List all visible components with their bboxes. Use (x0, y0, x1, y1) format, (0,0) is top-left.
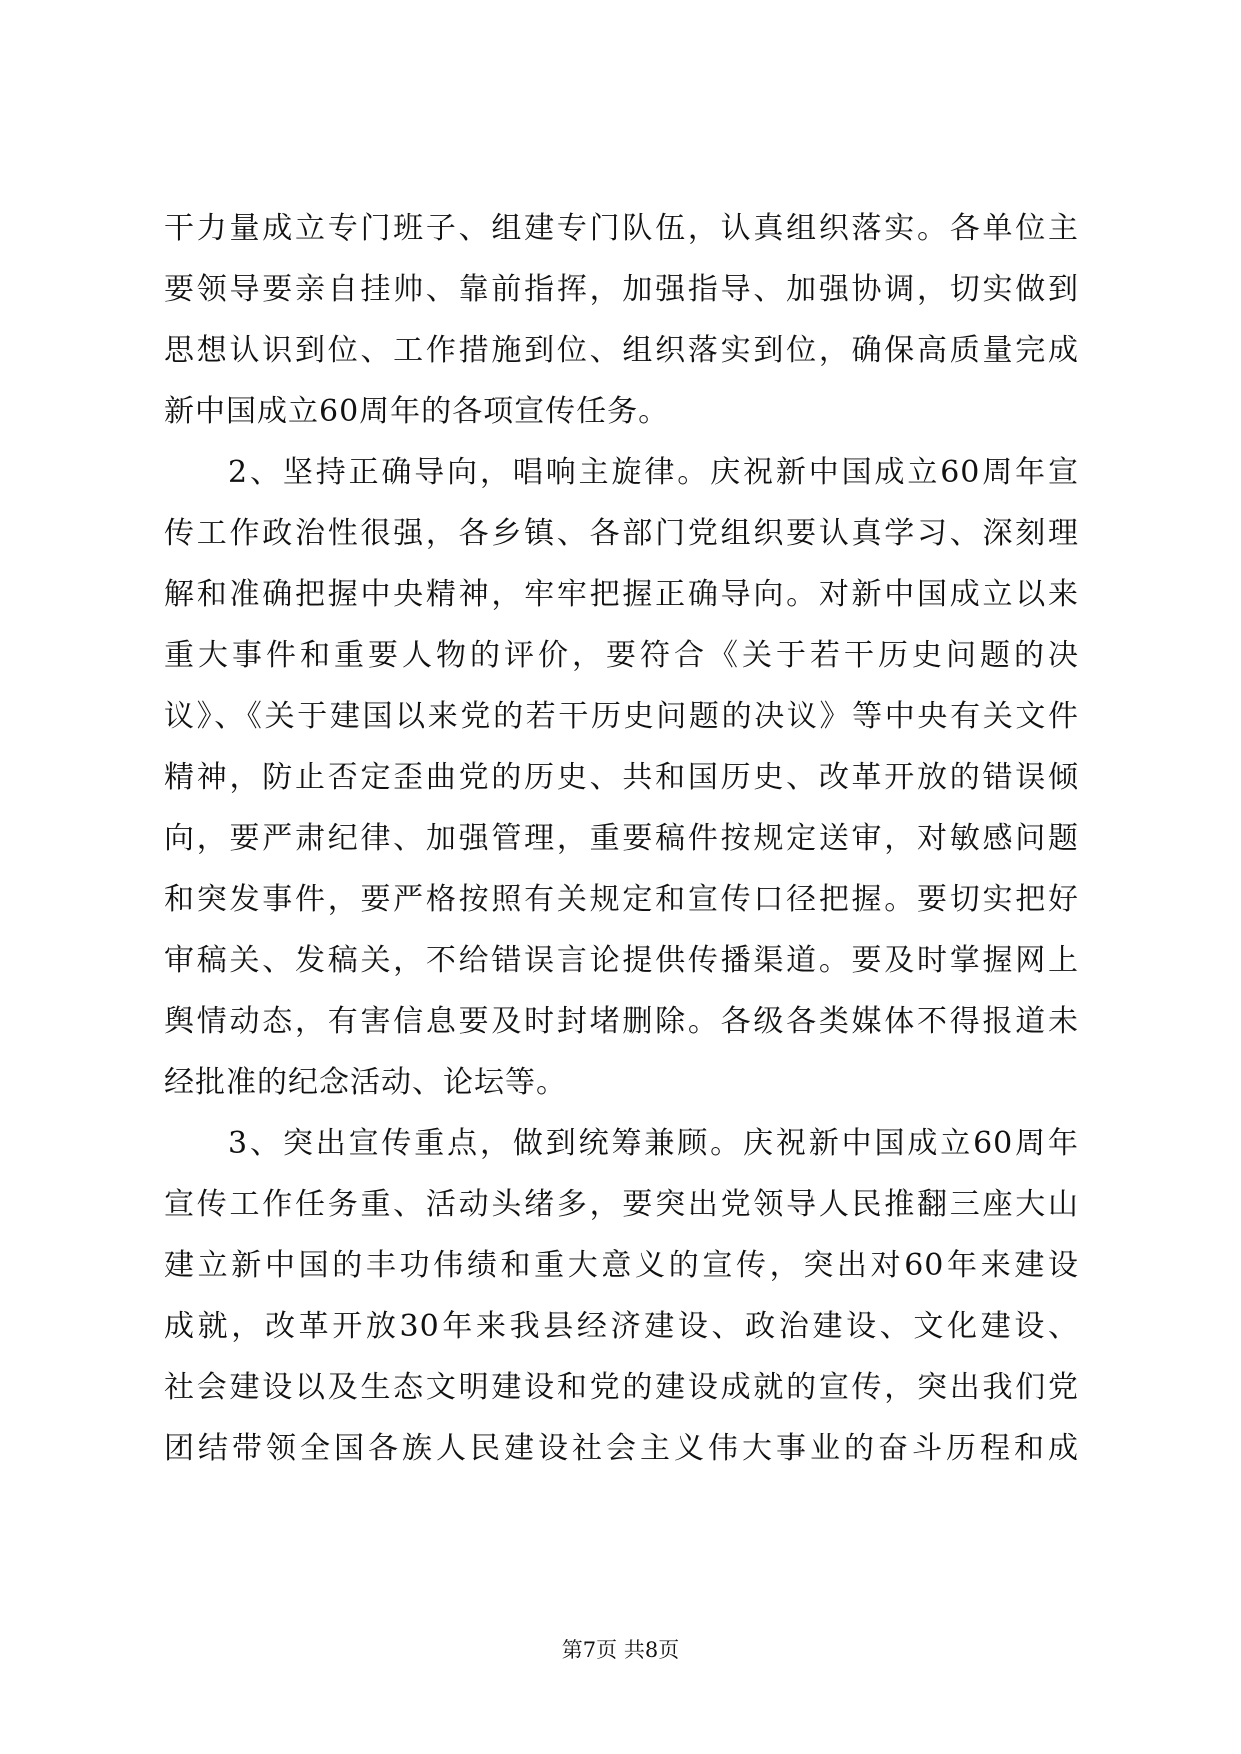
text-line: 建立新中国的丰功伟绩和重大意义的宣传，突出对60年来建设 (164, 1248, 1079, 1283)
text-line: 传工作政治性很强，各乡镇、各部门党组织要认真学习、深刻理 (164, 516, 1079, 551)
paragraph-2 (164, 442, 1079, 1113)
text-line: 思想认识到位、工作措施到位、组织落实到位，确保高质量完成 (164, 333, 1079, 368)
text-line: 经批准的纪念活动、论坛等。 (164, 1065, 567, 1100)
text-line: 社会建设以及生态文明建设和党的建设成就的宣传，突出我们党 (164, 1370, 1079, 1405)
text-line: 团结带领全国各族人民建设社会主义伟大事业的奋斗历程和成 (164, 1431, 1079, 1466)
text-line: 解和准确把握中央精神，牢牢把握正确导向。对新中国成立以来 (164, 577, 1079, 612)
text-line: 重大事件和重要人物的评价，要符合《关于若干历史问题的决 (164, 638, 1079, 673)
body-text (164, 198, 1079, 1479)
page-footer: 第7页 共8页 (561, 1638, 680, 1662)
text-line: 审稿关、发稿关，不给错误言论提供传播渠道。要及时掌握网上 (164, 943, 1079, 978)
text-line: 3、突出宣传重点，做到统筹兼顾。庆祝新中国成立60周年 (228, 1126, 1079, 1161)
text-line: 成就，改革开放30年来我县经济建设、政治建设、文化建设、 (164, 1309, 1079, 1344)
text-line: 和突发事件，要严格按照有关规定和宣传口径把握。要切实把好 (164, 882, 1079, 917)
text-line: 议》、《关于建国以来党的若干历史问题的决议》等中央有关文件 (164, 699, 1079, 734)
text-line: 向，要严肃纪律、加强管理，重要稿件按规定送审，对敏感问题 (164, 821, 1079, 856)
text-line: 2、坚持正确导向，唱响主旋律。庆祝新中国成立60周年宣 (228, 455, 1079, 490)
text-line: 干力量成立专门班子、组建专门队伍，认真组织落实。各单位主 (164, 211, 1079, 246)
paragraph-1 (164, 198, 1079, 442)
paragraph-3 (164, 1113, 1079, 1479)
text-line: 宣传工作任务重、活动头绪多，要突出党领导人民推翻三座大山 (164, 1187, 1079, 1222)
text-line: 要领导要亲自挂帅、靠前指挥，加强指导、加强协调，切实做到 (164, 272, 1079, 307)
text-line: 舆情动态，有害信息要及时封堵删除。各级各类媒体不得报道未 (164, 1004, 1079, 1039)
text-line: 新中国成立60周年的各项宣传任务。 (164, 394, 670, 429)
text-line: 精神，防止否定歪曲党的历史、共和国历史、改革开放的错误倾 (164, 760, 1079, 795)
